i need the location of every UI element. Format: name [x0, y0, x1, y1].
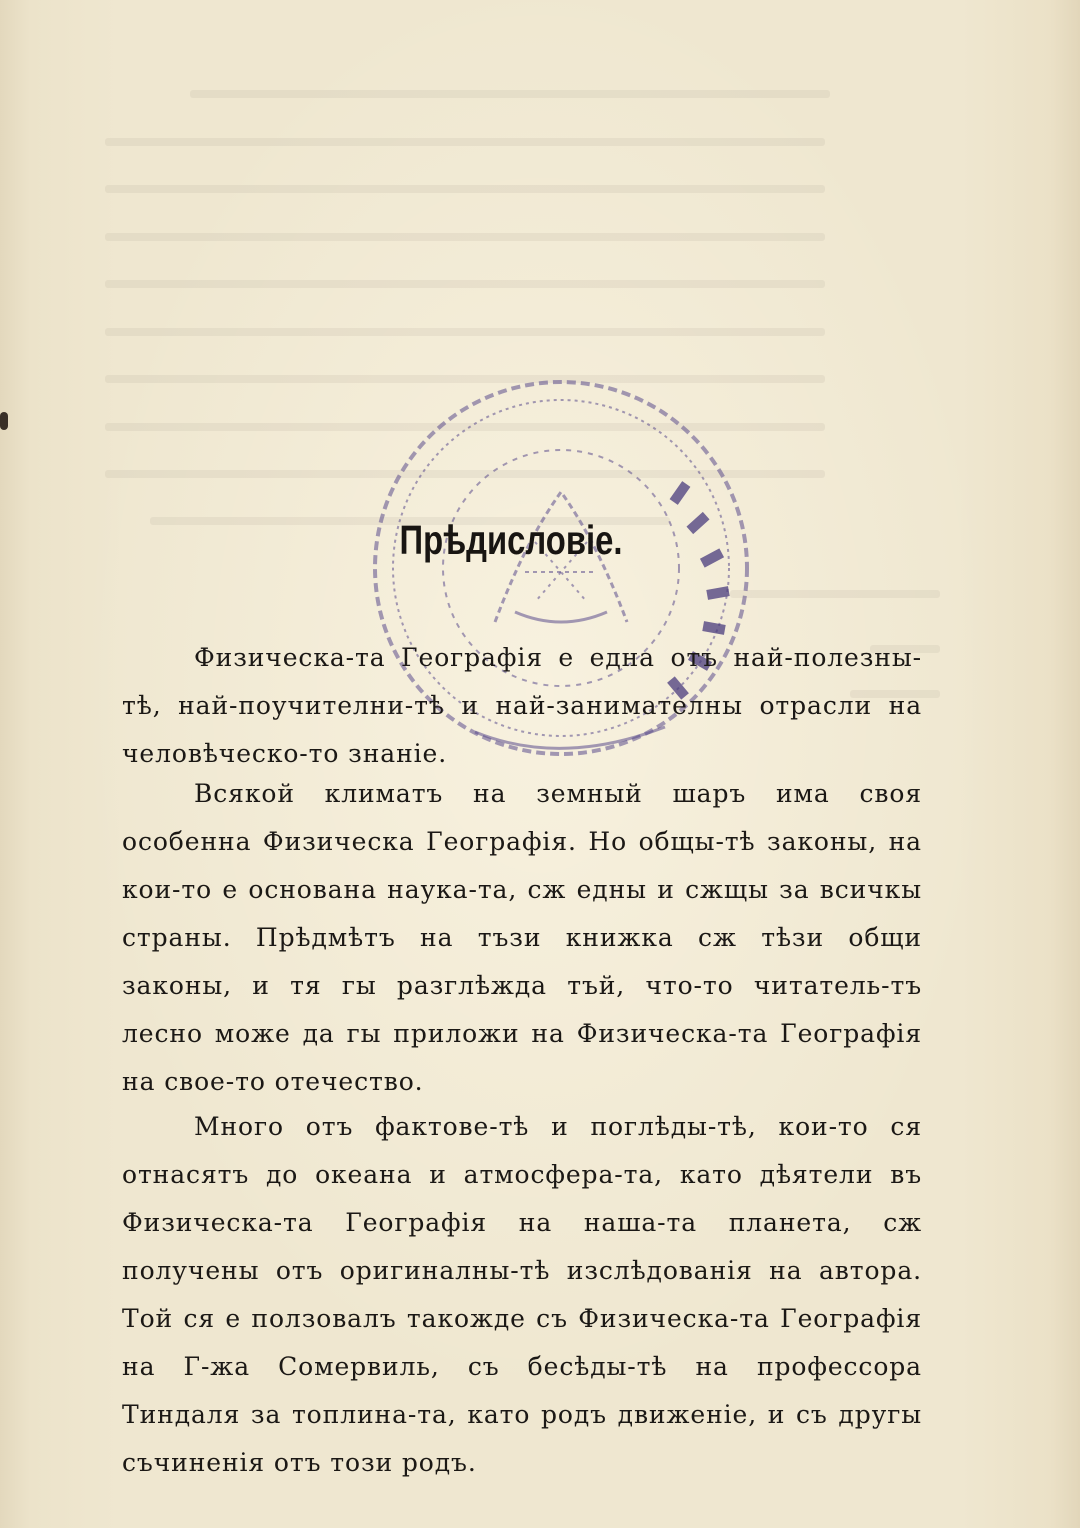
- edge-mark: [0, 412, 8, 430]
- page-title: Прѣдисловіе.: [399, 517, 623, 563]
- paragraph-3: Много отъ фактове-тѣ и поглѣды-тѣ, кои-то ся отнасятъ до океана и атмосфера-та, като дѣятели въ Физическа-та Географія на наша-та планета, сж получены отъ оригиналны-тѣ изслѣдованія на автора. Той ся е ползовалъ такожде съ Физическа-та Географія на Г-жа Сомервиль, съ бесѣды-тѣ на профессора Тиндаля за топлина-та, като родъ движеніе, и съ другы съчиненія отъ този родъ.: [122, 1112, 922, 1477]
- paragraph-2: Всякой климатъ на земный шаръ има своя особенна Физическа Географія. Но общы-тѣ законы, на кои-то е основана наука-та, сж едны и сжщы за всичкы страны. Прѣдмѣтъ на тъзи книжка сж тѣзи общи законы, и тя гы разглѣжда тъй, что-то читатель-тъ лесно може да гы приложи на Физическа-та Географія на свое-то отечество.: [122, 779, 922, 1096]
- paragraph-1: Физическа-та Географія е една отъ най-полезны-тѣ, най-поучителни-тѣ и най-занимателны отрасли на человѣческо-то знаніе.: [122, 643, 922, 768]
